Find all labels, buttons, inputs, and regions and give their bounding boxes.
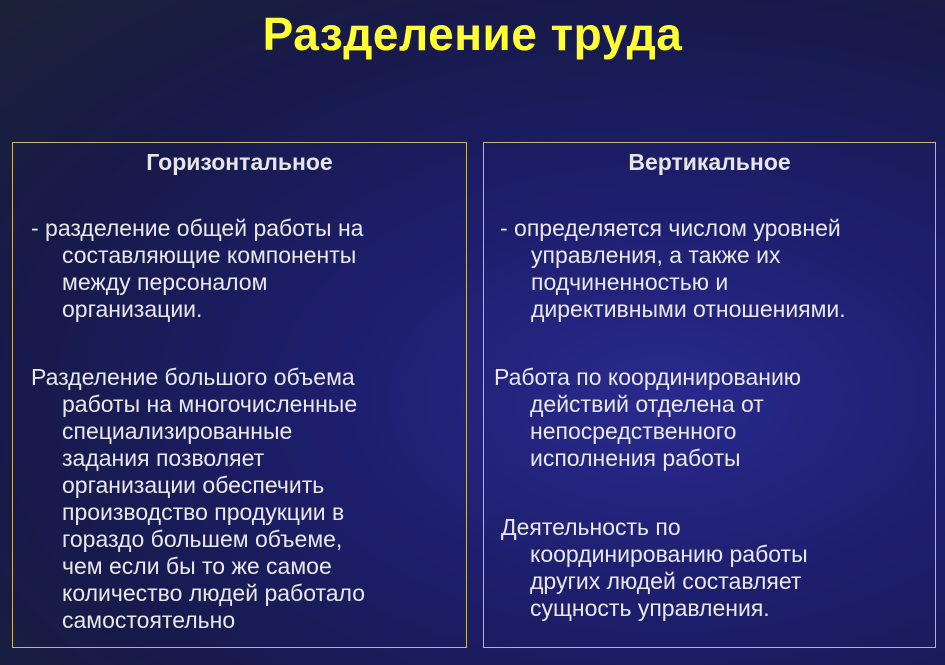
text-line: гораздо большем объеме, (62, 526, 343, 552)
text-line: специализированные (62, 418, 293, 444)
horizontal-definition (31, 215, 363, 323)
text-line: координированию работы (530, 541, 808, 567)
text-line: сущность управления. (530, 595, 770, 621)
horizontal-division-panel (12, 142, 467, 648)
text-line: - определяется числом уровней (500, 215, 841, 241)
text-line: производство продукции в (62, 499, 345, 525)
vertical-definition (500, 215, 846, 323)
text-line: Разделение большого объема (31, 364, 355, 390)
text-line: подчиненностью и (531, 269, 729, 295)
slide-title: Разделение труда (262, 8, 683, 60)
horizontal-heading: Горизонтальное (146, 149, 333, 175)
text-line: управления, а также их (531, 242, 781, 268)
horizontal-explanation (31, 364, 365, 634)
text-line: непосредственного (530, 418, 737, 444)
text-line: количество людей работало (62, 580, 366, 606)
text-line: между персоналом (62, 269, 268, 295)
text-line: работы на многочисленные (62, 391, 358, 417)
text-line: организации. (62, 296, 203, 322)
vertical-heading: Вертикальное (628, 149, 791, 175)
text-line: директивными отношениями. (531, 296, 846, 322)
text-line: организации обеспечить (62, 472, 325, 498)
text-line: исполнения работы (530, 445, 741, 471)
vertical-division-panel (483, 142, 936, 648)
text-line: самостоятельно (62, 607, 236, 633)
text-line: чем если бы то же самое (62, 553, 332, 579)
vertical-management-essence (501, 514, 808, 622)
text-line: Работа по координированию (494, 364, 802, 390)
text-line: задания позволяет (62, 445, 265, 471)
text-line: Деятельность по (501, 514, 681, 540)
text-line: составляющие компоненты (62, 242, 357, 268)
text-line: действий отделена от (530, 391, 764, 417)
vertical-coordination (494, 364, 801, 472)
text-line: - разделение общей работы на (31, 215, 364, 241)
text-line: других людей составляет (530, 568, 802, 594)
